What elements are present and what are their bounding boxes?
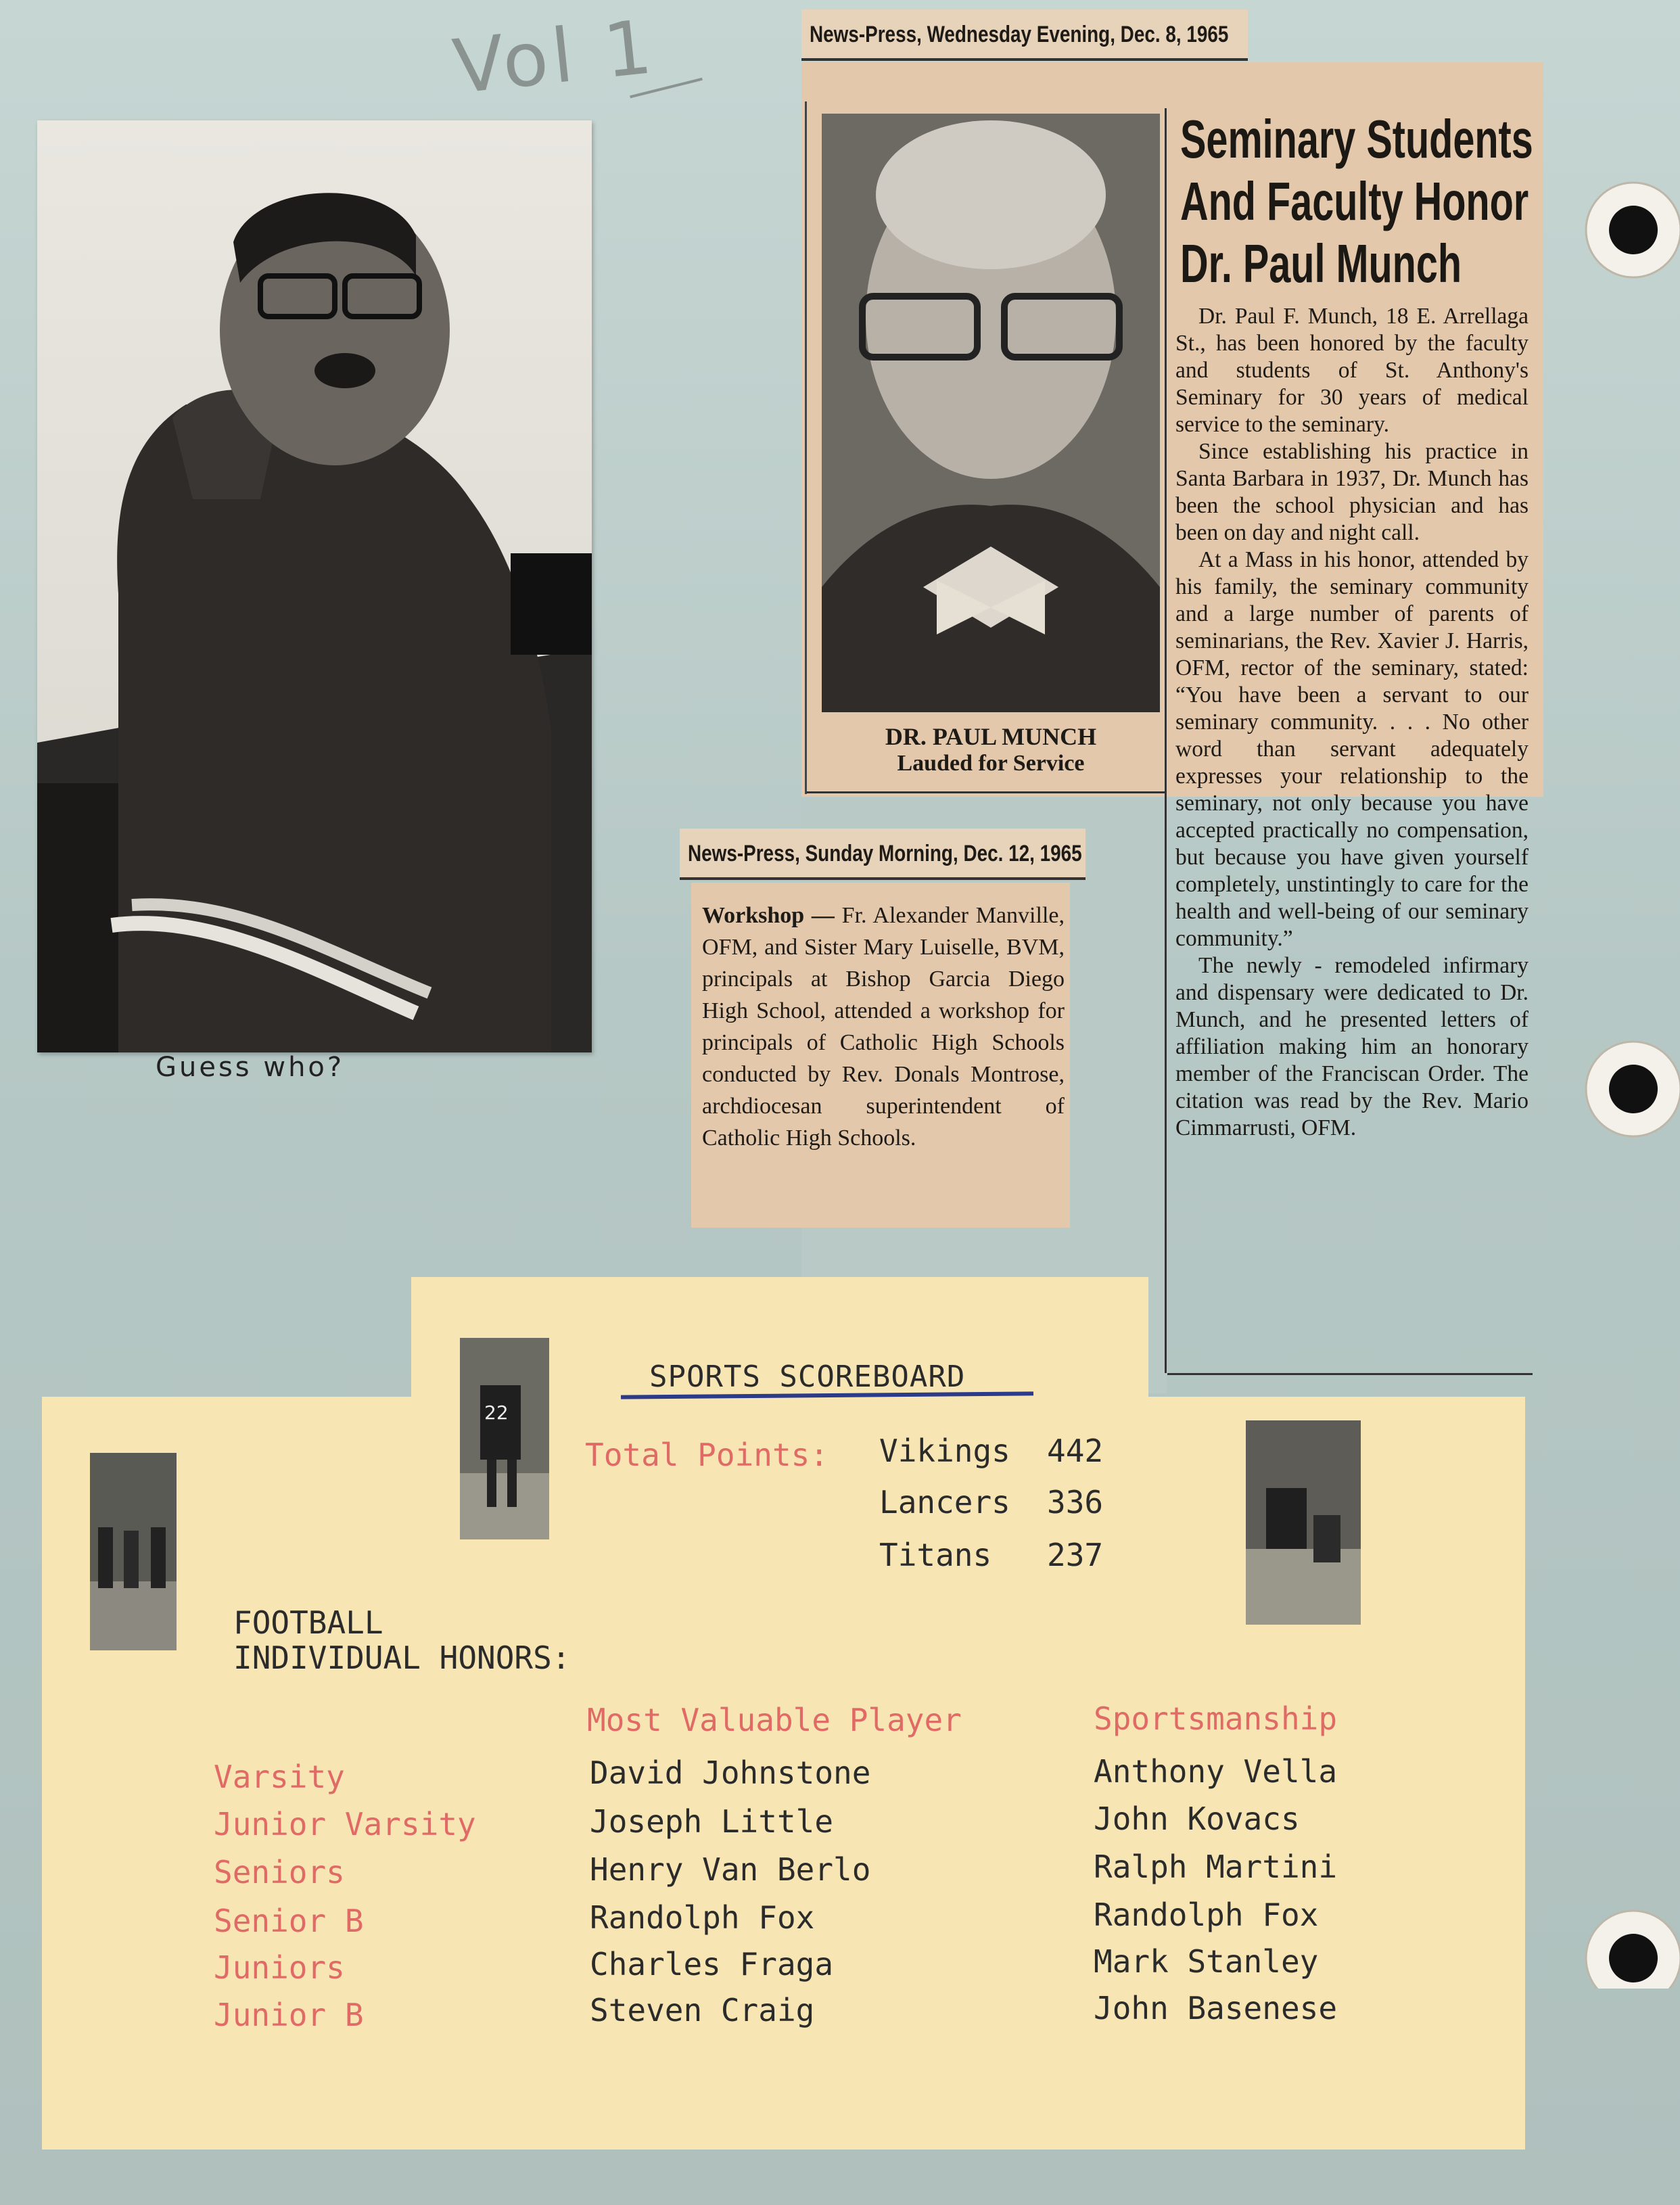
clipping-2-text [702, 900, 1065, 1154]
binder-hole-top [1586, 183, 1680, 277]
mvp-name: Charles Fraga [590, 1946, 834, 1982]
sportsmanship-name: John Basenese [1094, 1990, 1338, 2026]
division-label: Junior Varsity [214, 1806, 476, 1842]
total-points-label: Total Points: [585, 1437, 829, 1473]
column-rule [806, 791, 1165, 793]
mvp-name: Henry Van Berlo [590, 1851, 871, 1888]
mvp-name: David Johnstone [590, 1755, 871, 1791]
football-photo-2 [460, 1338, 549, 1539]
division-label: Senior B [214, 1903, 364, 1939]
mvp-name: Randolph Fox [590, 1899, 815, 1936]
clipping-2-body: Fr. Alexander Manville, OFM, and Sister Mary Luiselle, BVM, principals at Bishop Garcia Diego High School, attended a workshop for principals of Catholic High Schools conducted by Rev. Donals Montrose, archdiocesan superintendent of Catholic High Schools. [702, 903, 1065, 1151]
division-label: Seniors [214, 1854, 345, 1890]
column-rule [805, 101, 807, 794]
friar-photograph [37, 120, 592, 1052]
column-rule [1167, 1373, 1533, 1375]
honors-heading: FOOTBALL [233, 1604, 383, 1641]
sportsmanship-name: Randolph Fox [1094, 1897, 1319, 1933]
svg-text:22: 22 [484, 1401, 509, 1424]
sportsmanship-name: John Kovacs [1094, 1801, 1300, 1837]
article-paragraph: The newly - remodeled infirmary and dispensary were dedicated to Dr. Munch, and he presented letters of affiliation making him an honorary member of the Franciscan Order. The citation was read by the Rev. Mario Cimmarrusti, OFM. [1175, 953, 1529, 1140]
clipping-2-masthead [680, 829, 1086, 880]
team-points: 442 [1047, 1433, 1104, 1469]
mvp-name: Steven Craig [590, 1992, 815, 2028]
friar-photo-image [37, 120, 592, 1052]
sportsmanship-name: Anthony Vella [1094, 1753, 1338, 1790]
team-name: Titans [879, 1537, 992, 1573]
article-paragraph: Dr. Paul F. Munch, 18 E. Arrellaga St., has been honored by the faculty and students of St. Anthony's Seminary for 30 years of medical service to the seminary. [1175, 304, 1529, 437]
headline-line: And Faculty Honor [1180, 171, 1529, 231]
photo-caption: Guess who? [156, 1052, 345, 1083]
honors-heading: INDIVIDUAL HONORS: [233, 1640, 571, 1676]
binder-holes [1569, 162, 1680, 1989]
clipping-2-masthead-text: News-Press, Sunday Morning, Dec. 12, 1965 [688, 841, 1082, 866]
portrait-caption-sub: Lauded for Service [897, 751, 1085, 776]
sportsmanship-name: Ralph Martini [1094, 1849, 1338, 1885]
binder-hole-middle [1586, 1042, 1680, 1136]
article-headline [1180, 108, 1533, 295]
headline-line: Seminary Students [1180, 109, 1533, 169]
mvp-name: Joseph Little [590, 1803, 834, 1840]
team-points: 336 [1047, 1484, 1104, 1521]
team-name: Vikings [879, 1433, 1010, 1469]
handwritten-volume-label: Vol 1 [449, 3, 660, 111]
sportsmanship-column-header: Sportsmanship [1094, 1700, 1338, 1737]
column-rule [1165, 108, 1167, 1373]
division-label: Juniors [214, 1949, 345, 1986]
dr-munch-portrait [822, 114, 1160, 712]
binder-hole-bottom [1586, 1911, 1680, 1989]
division-label: Varsity [214, 1759, 345, 1795]
sportsmanship-name: Mark Stanley [1094, 1943, 1319, 1980]
article-paragraph: Since establishing his practice in Santa Barbara in 1937, Dr. Munch has been the school physician and has been on day and night call. [1175, 439, 1529, 545]
article-paragraph: At a Mass in his honor, attended by his family, the seminary community and a large number of parents of seminarians, the Rev. Xavier J. Harris, OFM, rector of the seminary, stated: “You have been a servant to our seminary community. . . . No other word than servant adequately expresses your relationship to the seminary, not only because you have accepted practically no compensation, but because you have given yourself completely, unstintingly to care for the health and well-being of our seminary community.” [1175, 547, 1529, 951]
mvp-column-header: Most Valuable Player [587, 1702, 962, 1738]
portrait-caption-name: DR. PAUL MUNCH [885, 723, 1097, 750]
clipping-1-masthead-text: News-Press, Wednesday Evening, Dec. 8, 1965 [810, 22, 1229, 47]
football-photo-3 [1246, 1420, 1361, 1625]
clipping-2-lead: Workshop — [702, 903, 835, 928]
division-label: Junior B [214, 1997, 364, 2033]
article-body [1175, 303, 1529, 1374]
clipping-1-masthead [801, 9, 1248, 61]
scoreboard-title: SPORTS SCOREBOARD [649, 1360, 966, 1394]
headline-line: Dr. Paul Munch [1180, 233, 1462, 294]
team-name: Lancers [879, 1484, 1010, 1521]
team-points: 237 [1047, 1537, 1104, 1573]
football-photo-1 [90, 1453, 177, 1650]
